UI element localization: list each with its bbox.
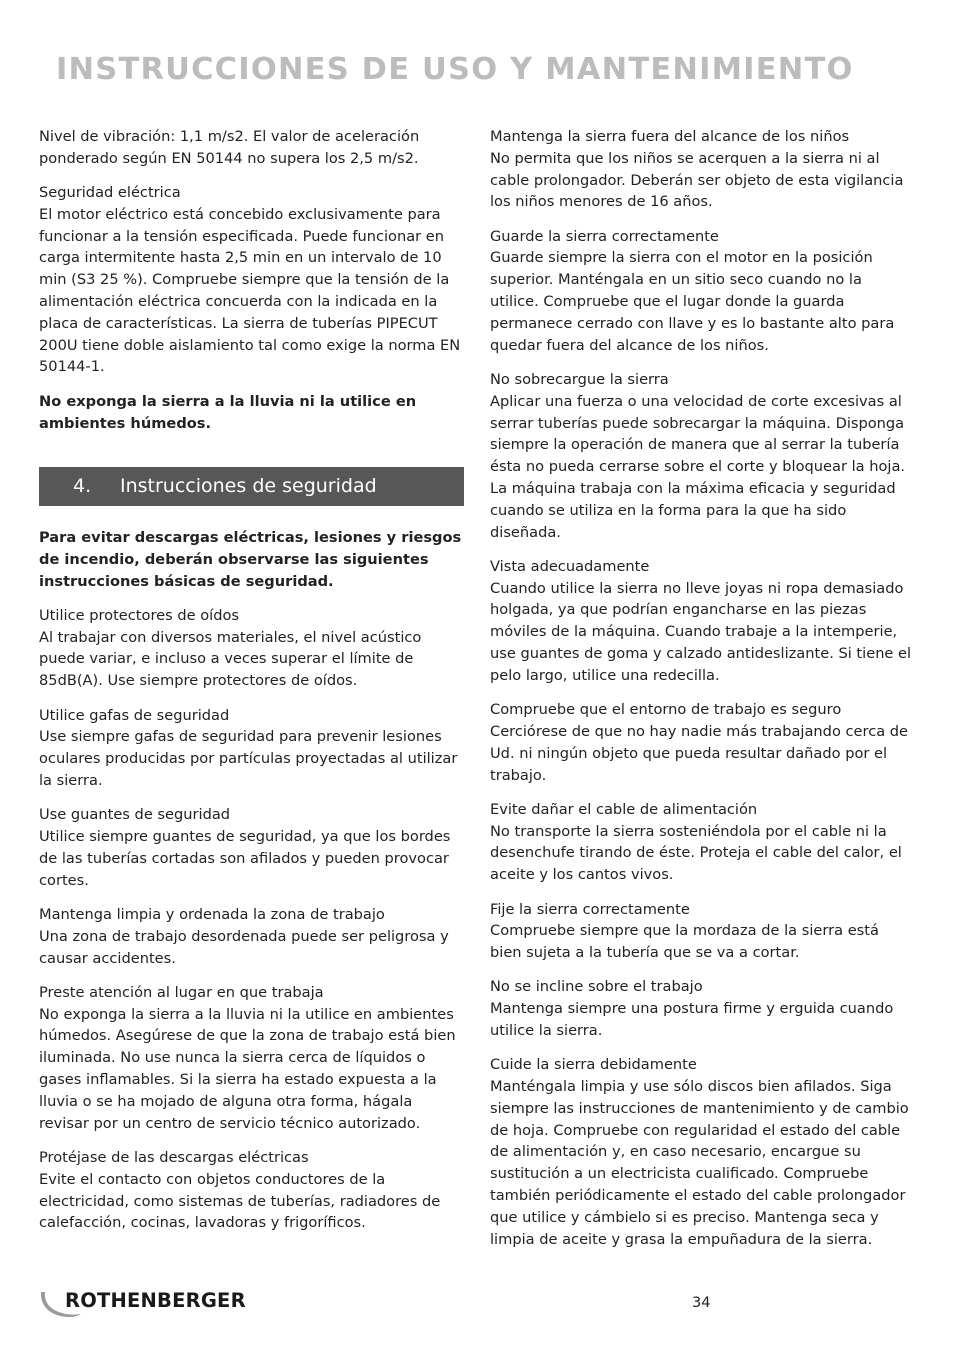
paragraph-text: Compruebe siempre que la mordaza de la sierra está bien sujeta a la tubería que se va a cortar. (490, 922, 879, 962)
paragraph-heading: No se incline sobre el trabajo (490, 978, 703, 996)
page-number: 34 (692, 1294, 711, 1311)
paragraph-heading: Utilice gafas de seguridad (39, 706, 230, 724)
paragraph-text: El motor eléctrico está concebido exclusivamente para funcionar a la tensión especificada. Puede funcionar en carga intermitente hasta 2,5 min en un intervalo de 10 min (S3 25 %). Compruebe siempre que la tensión de la alimentación eléctrica concuerda con la indicada en la placa de características. La sierra de tuberías PIPECUT 200U tiene doble aislamiento tal como exige la norma EN 50144-1. (39, 205, 461, 376)
paragraph-electric-shock (39, 1147, 465, 1234)
paragraph-text: Use siempre gafas de seguridad para prevenir lesiones oculares producidas por partículas proyectadas al utilizar la sierra. (39, 728, 458, 789)
paragraph-heading: Evite dañar el cable de alimentación (490, 800, 758, 818)
rothenberger-logo (38, 1284, 278, 1322)
paragraph-heading: Use guantes de seguridad (39, 806, 231, 824)
paragraph-heading: Compruebe que el entorno de trabajo es seguro (490, 701, 842, 719)
paragraph-heading: Guarde la sierra correctamente (490, 227, 719, 245)
paragraph-text: Aplicar una fuerza o una velocidad de corte excesivas al serrar tuberías puede sobrecargar la máquina. Disponga siempre la operación de manera que al serrar la tubería ésta no pueda cerrarse sobre el corte y bloquear la hoja. La máquina trabaja con la máxima eficacia y seguridad cuando se utiliza en la forma para la que ha sido diseñada. (490, 392, 906, 541)
paragraph-gloves (39, 804, 465, 891)
paragraph-heading: Mantenga limpia y ordenada la zona de trabajo (39, 905, 385, 923)
right-column (490, 126, 914, 1263)
paragraph-text: Utilice siempre guantes de seguridad, ya que los bordes de las tuberías cortadas son afilados y pueden provocar cortes. (39, 828, 451, 889)
paragraph-heading: Seguridad eléctrica (39, 184, 181, 202)
paragraph-text: Nivel de vibración: 1,1 m/s2. El valor de aceleración ponderado según EN 50144 no supera los 2,5 m/s2. (39, 128, 420, 167)
paragraph-safety-glasses (39, 705, 465, 792)
paragraph-electrical-safety (39, 182, 465, 378)
paragraph-storage (490, 226, 914, 357)
paragraph-children (490, 126, 914, 213)
paragraph-maintenance (490, 1054, 914, 1250)
paragraph-workplace-attention (39, 982, 465, 1135)
paragraph-text: Cuando utilice la sierra no lleve joyas ni ropa demasiado holgada, ya que podrían engancharse en las piezas móviles de la máquina. Cuando trabaje a la intemperie, use guantes de goma y calzado antideslizante. Si tiene el pelo largo, utilice una redecilla. (490, 579, 912, 684)
left-column-top (39, 126, 465, 447)
paragraph-heading: Cuide la sierra debidamente (490, 1056, 697, 1074)
section-number: 4. (73, 475, 92, 497)
paragraph-text: Guarde siempre la sierra con el motor en la posición superior. Manténgala en un sitio seco cuando no la utilice. Compruebe que el lugar donde la guarda permanece cerrado con llave y es lo bastante alto para quedar fuera del alcance de los niños. (490, 249, 895, 354)
paragraph-ear-protection (39, 605, 465, 692)
paragraph-text: Una zona de trabajo desordenada puede ser peligrosa y causar accidentes. (39, 927, 449, 967)
paragraph-heading: Fije la sierra correctamente (490, 900, 690, 918)
brand-name: ROTHENBERGER (65, 1289, 246, 1312)
paragraph-text: Mantenga siempre una postura firme y erguida cuando utilice la sierra. (490, 1000, 894, 1039)
paragraph-overload (490, 369, 914, 543)
paragraph-heading: Vista adecuadamente (490, 557, 650, 575)
paragraph-text: No exponga la sierra a la lluvia ni la utilice en ambientes húmedos. Asegúrese de que la zona de trabajo está bien iluminada. No use nunca la sierra cerca de líquidos o gases inflamables. Si la sierra ha estado expuesta a la lluvia o se ha mojado de alguna otra forma, hágala revisar por un centro de servicio técnico autorizado. (39, 1005, 456, 1132)
paragraph-text: No permita que los niños se acerquen a la sierra ni al cable prolongador. Deberán ser objeto de esta vigilancia los niños menores de 16 años. (490, 149, 904, 211)
paragraph-heading: Preste atención al lugar en que trabaja (39, 983, 324, 1001)
paragraph-text: Evite el contacto con objetos conductores de la electricidad, como sistemas de tuberías, radiadores de calefacción, cocinas, lavadoras y frigoríficos. (39, 1170, 441, 1232)
paragraph-heading: Protéjase de las descargas eléctricas (39, 1148, 309, 1166)
paragraph-fix-saw (490, 899, 914, 964)
paragraph-clothing (490, 556, 914, 687)
paragraph-posture (490, 976, 914, 1041)
paragraph-power-cable (490, 799, 914, 886)
safety-intro: Para evitar descargas eléctricas, lesiones y riesgos de incendio, deberán observarse las siguientes instrucciones básicas de seguridad. (39, 529, 462, 590)
paragraph-heading: Utilice protectores de oídos (39, 606, 240, 624)
paragraph-text: Manténgala limpia y use sólo discos bien afilados. Siga siempre las instrucciones de mantenimiento y de cambio de hoja. Compruebe con regularidad el estado del cable de alimentación y, en caso necesario, encargue su sustitución a un electricista cualificado. Compruebe también periódicamente el estado del cable prolongador que utilice y cámbielo si es preciso. Mantenga seca y limpia de aceite y grasa la empuñadura de la sierra. (490, 1078, 909, 1248)
paragraph-heading: No sobrecargue la sierra (490, 370, 669, 388)
section-title: Instrucciones de seguridad (120, 475, 377, 497)
page-title: INSTRUCCIONES DE USO Y MANTENIMIENTO (56, 52, 854, 87)
section-heading-bar (39, 467, 464, 506)
paragraph-vibration (39, 126, 465, 170)
paragraph-heading: Mantenga la sierra fuera del alcance de los niños (490, 128, 850, 145)
paragraph-text: Al trabajar con diversos materiales, el nivel acústico puede variar, e incluso a veces superar el límite de 85dB(A). Use siempre protectores de oídos. (39, 628, 422, 690)
paragraph-text: No transporte la sierra sosteniéndola por el cable ni la desenchufe tirando de éste. Proteja el cable del calor, el aceite y los cantos vivos. (490, 822, 902, 884)
paragraph-clean-workspace (39, 904, 465, 969)
paragraph-environment (490, 699, 914, 786)
paragraph-text: Cerciórese de que no hay nadie más trabajando cerca de Ud. ni ningún objeto que pueda resultar dañado por el trabajo. (490, 722, 909, 784)
left-column-bottom (39, 527, 465, 1247)
warning-rain: No exponga la sierra a la lluvia ni la utilice en ambientes húmedos. (39, 392, 417, 432)
